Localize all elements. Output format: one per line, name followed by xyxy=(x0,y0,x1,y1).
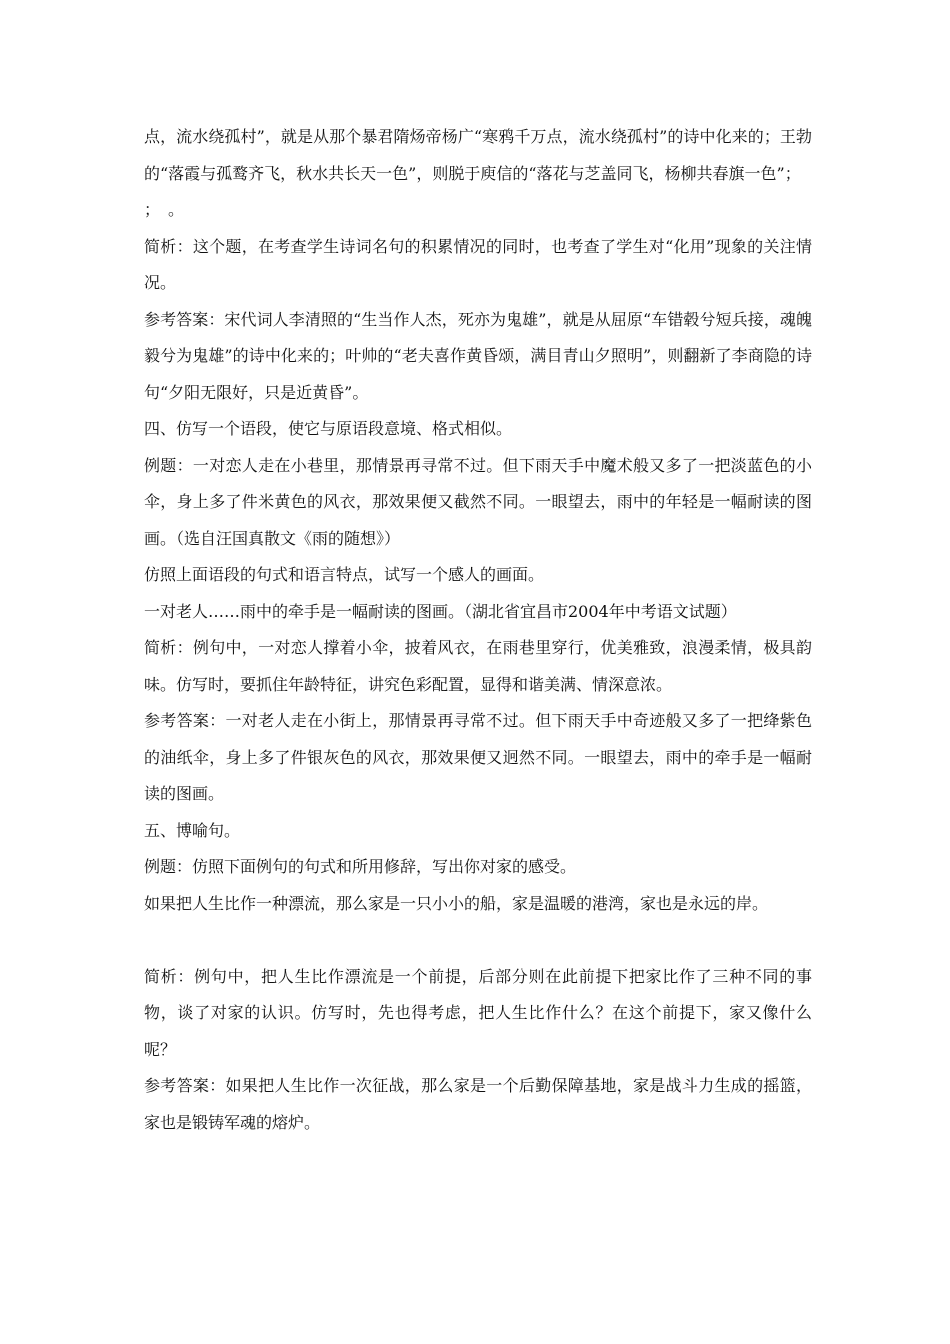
section-heading-5: 五、博喻句。 xyxy=(144,820,241,840)
section-heading-4: 四、仿写一个语段，使它与原语段意境、格式相似。 xyxy=(144,419,513,438)
blank-line xyxy=(144,922,812,959)
paragraph-instruction-4: 仿照上面语段的句式和语言特点，试写一个感人的画面。 xyxy=(144,565,545,584)
paragraph-analysis-1: 简析：这个题，在考查学生诗词名句的积累情况的同时，也考查了学生对“化用”现象的关注情况。 xyxy=(144,236,812,292)
paragraph-answer-5: 参考答案：如果把人生比作一次征战，那么家是一个后勤保障基地，家是战斗力生成的摇篮，家也是锻铸军魂的熔炉。 xyxy=(144,1076,812,1132)
paragraph-prompt-4: 一对老人……雨中的牵手是一幅耐读的图画。（湖北省宜昌市2004年中考语文试题） xyxy=(144,601,737,621)
paragraph-quotation-examples: 点，流水绕孤村”，就是从那个暴君隋炀帝杨广“寒鸦千万点，流水绕孤村”的诗中化来的；王勃的“落霞与孤鹜齐飞，秋水共长天一色”，则脱于庾信的“落花与芝盖同飞，杨柳共春旗一色”； xyxy=(144,127,812,183)
paragraph-analysis-4: 简析：例句中，一对恋人撑着小伞，披着风衣，在雨巷里穿行，优美雅致，浪漫柔情，极具韵味。仿写时，要抓住年龄特征，讲究色彩配置，显得和谐美满、情深意浓。 xyxy=(144,638,812,694)
paragraph-answer-1: 参考答案：宋代词人李清照的“生当作人杰，死亦为鬼雄”，就是从屈原“车错毂兮短兵接，魂魄毅兮为鬼雄”的诗中化来的；叶帅的“老夫喜作黄昏颂，满目青山夕照明”，则翻新了李商隐的诗句“夕阳无限好，只是近黄昏”。 xyxy=(144,309,812,402)
paragraph-example-4: 例题：一对恋人走在小巷里，那情景再寻常不过。但下雨天手中魔术般又多了一把淡蓝色的小伞，身上多了件米黄色的风衣，那效果便又截然不同。一眼望去，雨中的年轻是一幅耐读的图画。（选自汪国真散文《雨的随想》） xyxy=(144,455,812,548)
document-body xyxy=(144,119,812,1141)
paragraph-sample-sentence-5: 如果把人生比作一种漂流，那么家是一只小小的船，家是温暖的港湾，家也是永远的岸。 xyxy=(144,893,769,913)
paragraph-blank-answer: ； 。 xyxy=(144,200,185,219)
paragraph-example-5: 例题：仿照下面例句的句式和所用修辞，写出你对家的感受。 xyxy=(144,857,577,876)
paragraph-answer-4: 参考答案：一对老人走在小街上，那情景再寻常不过。但下雨天手中奇迹般又多了一把绛紫色的油纸伞，身上多了件银灰色的风衣，那效果便又迥然不同。一眼望去，雨中的牵手是一幅耐读的图画。 xyxy=(144,711,812,803)
paragraph-analysis-5: 简析：例句中，把人生比作漂流是一个前提，后部分则在此前提下把家比作了三种不同的事物，谈了对家的认识。仿写时，先也得考虑，把人生比作什么？在这个前提下，家又像什么呢？ xyxy=(144,966,812,1059)
